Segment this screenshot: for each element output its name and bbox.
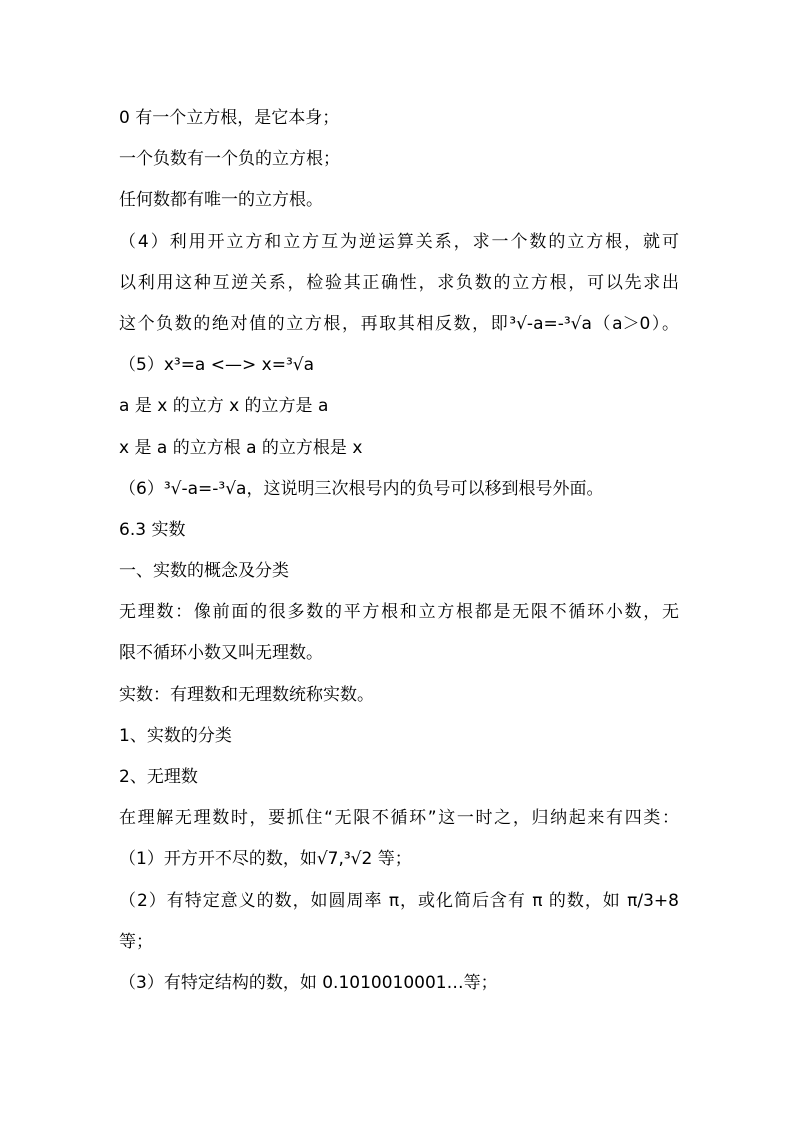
section-heading-6-3: 6.3 实数 [119,519,186,540]
text-line-point-4-a: （4）利用开立方和立方互为逆运算关系，求一个数的立方根，就可 [119,231,679,252]
text-line-unique-cube-root: 任何数都有唯一的立方根。 [119,190,323,211]
text-line-type-2-b: 等； [119,931,153,952]
text-line-zero-cube-root: 0 有一个立方根，是它本身； [119,108,340,128]
text-line-a-is-cube: a 是 x 的立方 x 的立方是 a [119,396,329,417]
text-line-point-5: （5）x³=a <—> x=³√a [119,355,315,376]
subheading-real-number-concept: 一、实数的概念及分类 [119,561,289,582]
text-line-irrational-definition-b: 限不循环小数又叫无理数。 [119,643,323,664]
document-body [119,98,679,1004]
text-line-negative-cube-root: 一个负数有一个负的立方根； [119,149,340,170]
text-line-point-4-c: 这个负数的绝对值的立方根，再取其相反数，即³√-a=-³√a（a＞0）。 [119,313,679,334]
subheading-classification: 1、实数的分类 [119,725,232,746]
text-line-point-6: （6）³√-a=-³√a，这说明三次根号内的负号可以移到根号外面。 [119,478,604,499]
text-line-irrational-definition-a: 无理数：像前面的很多数的平方根和立方根都是无限不循环小数，无 [119,602,679,623]
text-line-real-number-definition: 实数：有理数和无理数统称实数。 [119,684,374,705]
text-line-x-is-cube-root: x 是 a 的立方根 a 的立方根是 x [119,437,363,458]
text-line-four-types: 在理解无理数时，要抓住“无限不循环”这一时之，归纳起来有四类： [119,808,679,829]
text-line-type-2-a: （2）有特定意义的数，如圆周率 π，或化简后含有 π 的数，如 π/3+8 [119,890,679,911]
subheading-irrational-numbers: 2、无理数 [119,767,198,787]
text-line-type-1: （1）开方开不尽的数，如√7,³√2 等； [119,849,412,870]
text-line-type-3: （3）有特定结构的数，如 0.1010010001…等； [119,972,498,993]
text-line-point-4-b: 以利用这种互逆关系，检验其正确性，求负数的立方根，可以先求出 [119,272,679,293]
